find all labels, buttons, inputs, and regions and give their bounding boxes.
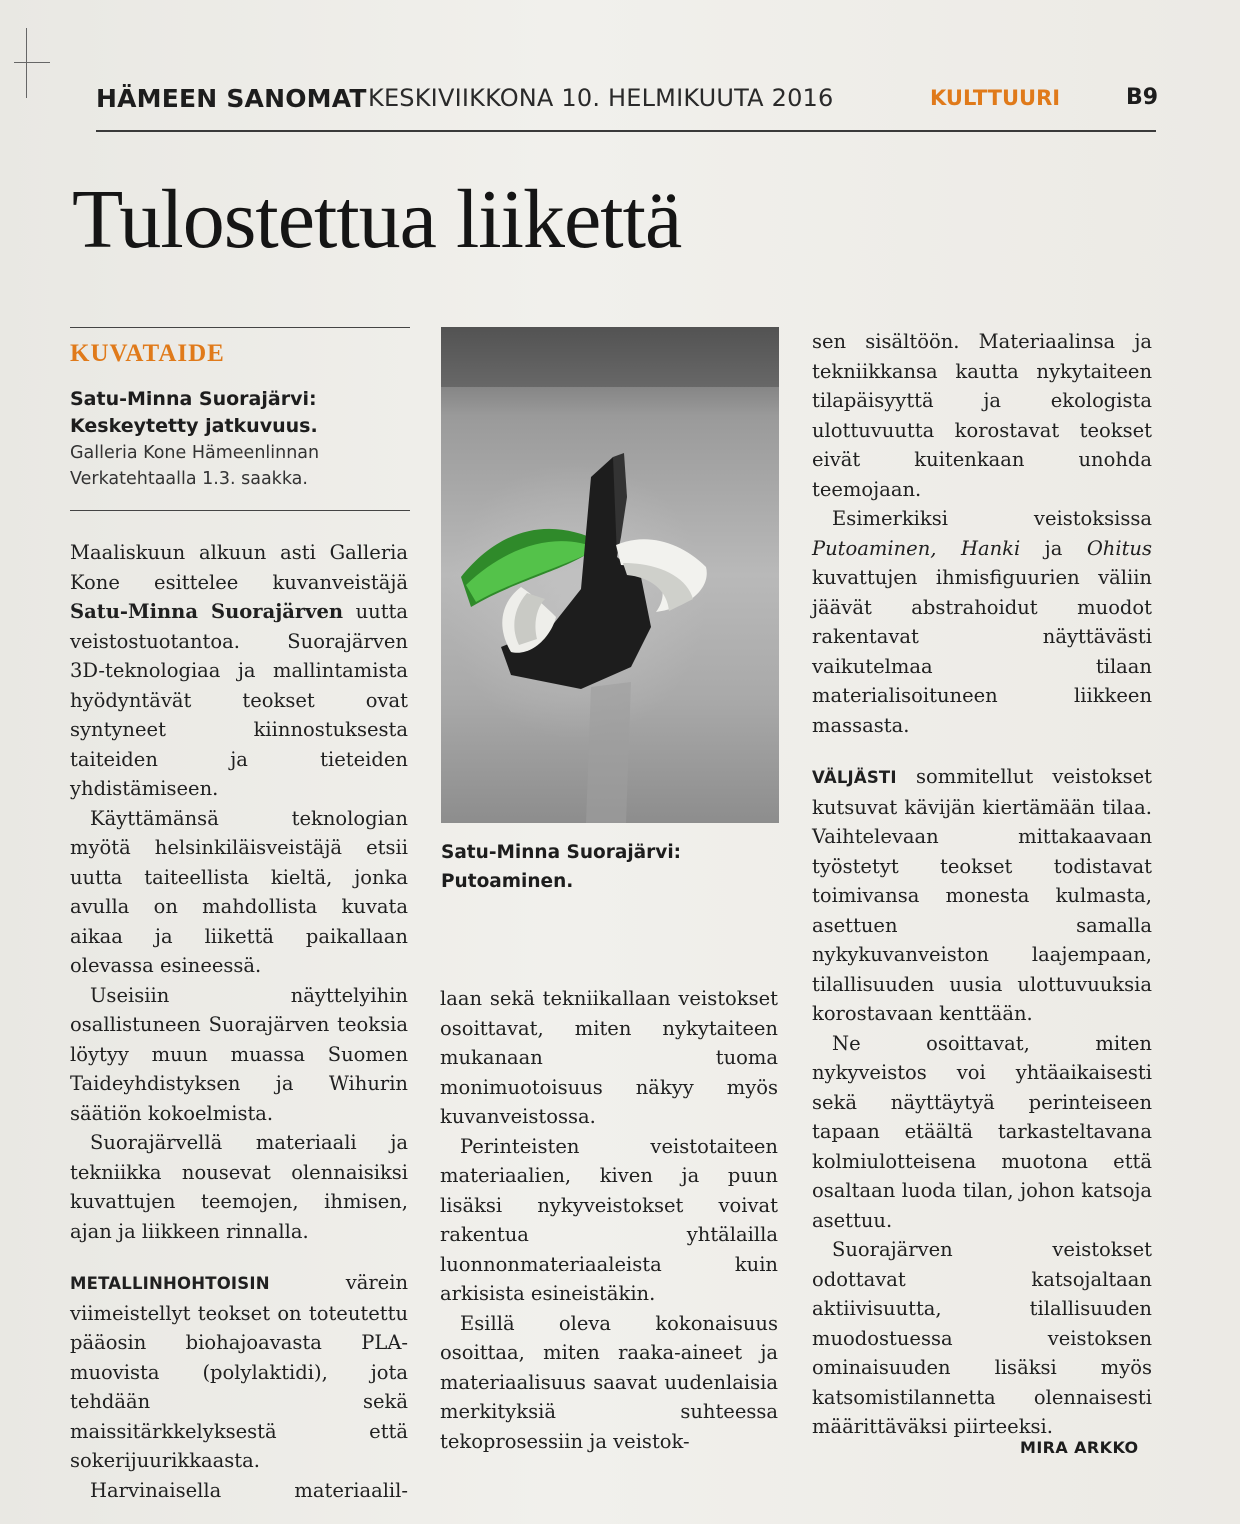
factbox-rule-top xyxy=(70,327,410,328)
caption-line: Satu-Minna Suorajärvi: xyxy=(441,842,682,863)
paragraph: Käyttämänsä teknologian myötä helsinkiläisveistäjä etsii uutta taiteellista kieltä, jonka avulla on mahdollista kuvata aikaa ja liikettä paikallaan olevassa esineessä. xyxy=(70,806,408,977)
masthead xyxy=(96,80,1159,130)
kicker: KUVATAIDE xyxy=(70,340,225,367)
paragraph-lead-caps: METALLINHOHTOISIN xyxy=(70,1274,270,1293)
paragraph: sen sisältöön. Materiaalinsa ja tekniikkansa kautta nykytaiteen tilapäisyyttä ja ekologista ulottuvuutta korostavat teokset eivät kuitenkaan unohda teemojaan. xyxy=(812,330,1152,501)
paragraph: Esillä oleva kokonaisuus osoittaa, miten raaka-aineet ja materiaalisuus saavat uudenlaisia merkityksiä suhteessa tekoprosessiin ja veistok- xyxy=(440,1311,778,1453)
paragraph: Harvinaisella materiaalil- xyxy=(90,1478,408,1502)
issue-date: KESKIVIIKKONA 10. HELMIKUUTA 2016 xyxy=(368,84,834,112)
article-column-3 xyxy=(812,327,1152,1442)
artist-name: Satu-Minna Suorajärven xyxy=(70,600,344,623)
paragraph: Suorajärvellä materiaali ja tekniikka nousevat olennaisiksi kuvattujen teemojen, ihmisen, ajan ja liikkeen rinnalla. xyxy=(70,1131,408,1243)
sculpture-illustration xyxy=(441,327,779,823)
paragraph xyxy=(812,504,1152,740)
paragraph xyxy=(70,1268,408,1476)
text-run: Maaliskuun alkuun asti Galleria Kone esittelee kuvanveistäjä xyxy=(70,541,408,594)
artwork-title: Ohitus xyxy=(1086,536,1152,560)
crop-mark-horizontal xyxy=(14,62,50,63)
text-run: Esimerkiksi veistoksissa xyxy=(832,507,1152,530)
newspaper-name: HÄMEEN SANOMAT xyxy=(96,84,367,113)
crop-mark-vertical xyxy=(26,28,27,98)
factbox-venue-line: Galleria Kone Hämeenlinnan xyxy=(70,443,320,463)
factbox-title-line: Satu-Minna Suorajärvi: xyxy=(70,388,317,410)
text-run: värein viimeistellyt teokset on toteutettu pääosin biohajoavasta PLA-muovista (polylaktidi), jota tehdään sekä maissitärkkelyksestä että sokerijuurikkaasta. xyxy=(70,1271,408,1472)
article-column-2 xyxy=(440,984,778,1456)
photo-caption xyxy=(441,838,779,896)
factbox-rule-bottom xyxy=(70,510,410,511)
factbox-title-line: Keskeytetty jatkuvuus. xyxy=(70,415,318,437)
text-run: kuvattujen ihmisfiguurien väliin jäävät abstrahoidut muodot rakentavat näyttävästi vaikutelmaa tilaan materialisoituneen liikkeen massasta. xyxy=(812,566,1152,737)
paragraph xyxy=(812,762,1152,1029)
page-number: B9 xyxy=(1126,85,1159,110)
factbox-venue-line: Verkatehtaalla 1.3. saakka. xyxy=(70,469,308,489)
factbox xyxy=(70,386,410,492)
paragraph xyxy=(70,538,408,804)
text-run: sommitellut veistokset kutsuvat kävijän kiertämään tilaa. Vaihtelevaan mittakaavaan työstetyt teokset todistavat toimivansa monesta kulmasta, asettuen samalla nykykuvanveiston laajempaan, tilallisuuden uusia ulottuvuuksia korostavaan kenttään. xyxy=(812,765,1152,1025)
byline: MIRA ARKKO xyxy=(1020,1438,1139,1457)
sculpture-photo xyxy=(441,327,779,823)
masthead-rule xyxy=(96,130,1156,132)
paragraph: Ne osoittavat, miten nykyveistos voi yhtäaikaisesti sekä näyttäytyä perinteiseen tapaan etäältä tarkasteltavana kolmiulotteisena muotona että osaltaan luoda tilan, johon katsoja asettuu. xyxy=(812,1031,1152,1232)
text-run: uutta veistostuotantoa. Suorajärven 3D-teknologiaa ja mallintamista hyödyntävät teokset ovat syntyneet kiinnostuksesta taiteiden ja tieteiden yhdistämiseen. xyxy=(70,600,408,800)
paragraph: Useisiin näyttelyihin osallistuneen Suorajärven teoksia löytyy muun muassa Suomen Taideyhdistyksen ja Wihurin säätiön kokoelmista. xyxy=(70,983,408,1125)
caption-line: Putoaminen. xyxy=(441,871,574,892)
paragraph: Suorajärven veistokset odottavat katsojaltaan aktiivisuutta, tilallisuuden muodostuessa veistoksen ominaisuuden lisäksi myös katsomistilannetta olennaisesti määrittäväksi piirteeksi. xyxy=(812,1238,1152,1438)
paragraph: Perinteisten veistotaiteen materiaalien, kiven ja puun lisäksi nykyveistokset voivat rakentua yhtälailla luonnonmateriaaleista kuin arkisista esineistäkin. xyxy=(440,1134,778,1305)
artwork-title: Putoaminen, Hanki xyxy=(812,536,1021,560)
section-label: KULTTUURI xyxy=(930,86,1061,110)
text-run: ja xyxy=(1020,536,1087,560)
paragraph-lead-caps: VÄLJÄSTI xyxy=(812,768,897,787)
article-column-1 xyxy=(70,538,408,1505)
headline: Tulostettua liikettä xyxy=(72,173,682,266)
paragraph: laan sekä tekniikallaan veistokset osoittavat, miten nykytaiteen mukanaan tuoma monimuotoisuus näkyy myös kuvanveistossa. xyxy=(440,987,778,1128)
